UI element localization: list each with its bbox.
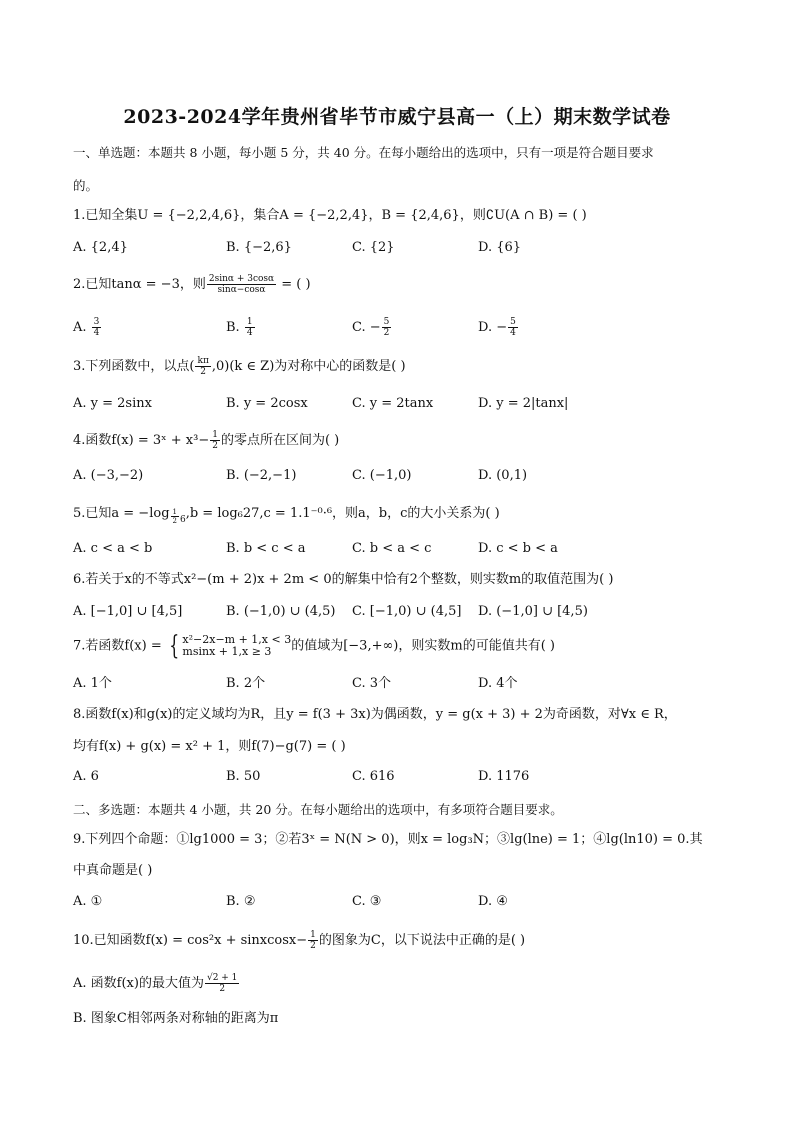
case-2: msinx + 1,x ≥ 3: [182, 645, 272, 658]
fraction-numerator: 1: [246, 317, 253, 327]
fraction-denominator: sinα−cosα: [217, 285, 266, 295]
question-1: 1.已知全集U = {−2,2,4,6}，集合A = {−2,2,4}，B = {2,4,6}，则∁U(A ∩ B) = ( ): [73, 208, 587, 223]
fraction-denominator: 2: [212, 441, 218, 451]
fraction-numerator: 2sinα + 3cosα: [208, 274, 275, 284]
section-1-heading-line2: 的。: [73, 178, 99, 193]
question-6: 6.若关于x的不等式x²−(m + 2)x + 2m < 0的解集中恰有2个整数，则实数m的取值范围为( ): [73, 572, 614, 587]
option-label: A.: [73, 320, 91, 335]
fraction-numerator: 1: [212, 430, 218, 440]
question-9-options: [73, 893, 725, 911]
fraction-numerator: 5: [383, 317, 390, 327]
case-1: x²−2x−m + 1,x < 3: [182, 633, 292, 646]
question-3-prefix: 3.下列函数中，以点(: [73, 359, 195, 374]
question-8-options: [73, 768, 725, 786]
question-4-suffix: 的零点所在区间为( ): [220, 433, 340, 448]
question-4: [73, 430, 725, 451]
option-label: C. −: [352, 320, 381, 335]
option-a: A. {2,4}: [73, 240, 128, 255]
fraction-denominator: 2: [172, 517, 177, 525]
option-a: A. c < a < b: [73, 541, 153, 556]
question-6-options: [73, 603, 725, 621]
question-5-options: [73, 540, 725, 558]
option-a-fraction: [205, 973, 239, 994]
option-fraction: [245, 317, 255, 338]
question-7: [73, 633, 725, 659]
question-5-log-base-fraction: [171, 508, 179, 525]
question-10-fraction: [308, 930, 318, 951]
option-a: A. 6: [73, 769, 99, 784]
fraction-numerator: √2 + 1: [206, 973, 238, 983]
option-fraction: [92, 317, 102, 338]
option-d: D. c < b < a: [478, 541, 558, 556]
option-c: C. b < a < c: [352, 541, 432, 556]
question-3: [73, 356, 725, 377]
option-a: A. ①: [73, 894, 103, 909]
option-b: [226, 317, 256, 338]
piecewise-cases: [182, 634, 291, 658]
fraction-denominator: 2: [383, 328, 390, 338]
question-9-line1: 9.下列四个命题：①lg1000 = 3；②若3ˣ = N(N > 0)，则x = log₃N；③lg(lne) = 1；④lg(ln10) = 0.其: [73, 832, 703, 847]
option-b: B. {−2,6}: [226, 240, 292, 255]
option-fraction: [508, 317, 518, 338]
fraction-numerator: kπ: [197, 356, 209, 366]
fraction-denominator: 4: [510, 328, 516, 338]
exam-title: 2023-2024学年贵州省毕节市威宁县高一（上）期末数学试卷: [123, 106, 671, 128]
option-c: C. {2}: [352, 240, 395, 255]
piecewise-brace: {: [169, 631, 180, 661]
option-d: D. 4个: [478, 676, 518, 691]
fraction-denominator: 2: [219, 984, 226, 994]
question-4-prefix: 4.函数f(x) = 3ˣ + x³−: [73, 433, 210, 448]
question-3-fraction: [195, 356, 210, 377]
option-c: C. 616: [352, 769, 395, 784]
option-a: A. [−1,0] ∪ [4,5]: [73, 604, 183, 619]
option-a: A. y = 2sinx: [73, 396, 152, 411]
question-3-suffix: ,0)(k ∈ Z)为对称中心的函数是( ): [211, 359, 406, 374]
option-c: C. 3个: [352, 676, 392, 691]
fraction-denominator: 4: [246, 328, 253, 338]
question-8-line2: 均有f(x) + g(x) = x² + 1，则f(7)−g(7) = ( ): [73, 739, 346, 754]
option-c: C. [−1,0) ∪ (4,5]: [352, 604, 462, 619]
option-d: D. y = 2|tanx|: [478, 396, 569, 411]
option-b: B. b < c < a: [226, 541, 306, 556]
option-b: B. 2个: [226, 676, 266, 691]
fraction-denominator: 2: [310, 941, 316, 951]
fraction-denominator: 2: [200, 367, 207, 377]
option-b: B. (−2,−1): [226, 468, 297, 483]
question-10-suffix: 的图象为C，以下说法中正确的是( ): [318, 933, 526, 948]
fraction-numerator: 5: [510, 317, 516, 327]
question-5-suffix: ,b = log₆27,c = 1.1⁻⁰·⁶，则a，b，c的大小关系为( ): [185, 506, 500, 521]
question-5: [73, 505, 725, 529]
option-c: C. y = 2tanx: [352, 396, 434, 411]
fraction-numerator: 1: [172, 508, 177, 516]
question-1-options: [73, 239, 725, 257]
option-d: D. {6}: [478, 240, 522, 255]
option-d: D. ④: [478, 894, 508, 909]
option-b: B. 50: [226, 769, 261, 784]
question-2-prefix: 2.已知tanα = −3，则: [73, 277, 206, 292]
option-b: B. y = 2cosx: [226, 396, 308, 411]
option-a: A. 1个: [73, 676, 112, 691]
question-5-log-argument: 6: [179, 515, 186, 525]
option-a: A. (−3,−2): [73, 468, 144, 483]
option-d: D. (−1,0] ∪ [4,5): [478, 604, 588, 619]
option-c: [352, 317, 392, 338]
question-10: [73, 930, 725, 951]
section-2-heading: 二、多选题：本题共 4 小题，共 20 分。在每小题给出的选项中，有多项符合题目要求。: [73, 802, 563, 817]
question-2-fraction: [207, 274, 276, 295]
option-d: D. (0,1): [478, 468, 528, 483]
question-7-suffix: 的值域为[−3,+∞)，则实数m的可能值共有( ): [291, 638, 555, 654]
question-2: [73, 274, 725, 295]
option-fraction: [382, 317, 392, 338]
option-label: B.: [226, 320, 244, 335]
option-label: D. −: [478, 320, 508, 335]
option-a: [73, 317, 102, 338]
question-7-options: [73, 675, 725, 693]
question-4-fraction: [210, 430, 220, 451]
option-b: B. ②: [226, 894, 256, 909]
fraction-denominator: 4: [93, 328, 100, 338]
question-10-option-b: B. 图象C相邻两条对称轴的距离为π: [73, 1011, 279, 1026]
option-c: C. (−1,0): [352, 468, 412, 483]
option-d: D. 1176: [478, 769, 530, 784]
question-9-line2: 中真命题是( ): [73, 863, 153, 878]
question-2-options: [73, 317, 725, 338]
question-5-prefix: 5.已知a = −log: [73, 506, 170, 521]
question-4-options: [73, 467, 725, 485]
option-b: B. (−1,0) ∪ (4,5): [226, 604, 336, 619]
fraction-numerator: 3: [93, 317, 100, 327]
option-d: [478, 317, 519, 338]
question-2-suffix: = ( ): [277, 277, 311, 292]
question-7-prefix: 7.若函数f(x) =: [73, 638, 166, 654]
question-3-options: [73, 395, 725, 413]
question-8-line1: 8.函数f(x)和g(x)的定义域均为R，且y = f(3 + 3x)为偶函数，y = g(x + 3) + 2为奇函数，对∀x ∈ R，: [73, 707, 677, 722]
option-a-text: A. 函数f(x)的最大值为: [73, 976, 204, 991]
option-c: C. ③: [352, 894, 382, 909]
fraction-numerator: 1: [310, 930, 316, 940]
question-10-option-a: [73, 973, 725, 994]
section-1-heading-line1: 一、单选题：本题共 8 小题，每小题 5 分，共 40 分。在每小题给出的选项中，只有一项是符合题目要求: [73, 145, 654, 160]
question-10-prefix: 10.已知函数f(x) = cos²x + sinxcosx−: [73, 933, 308, 948]
